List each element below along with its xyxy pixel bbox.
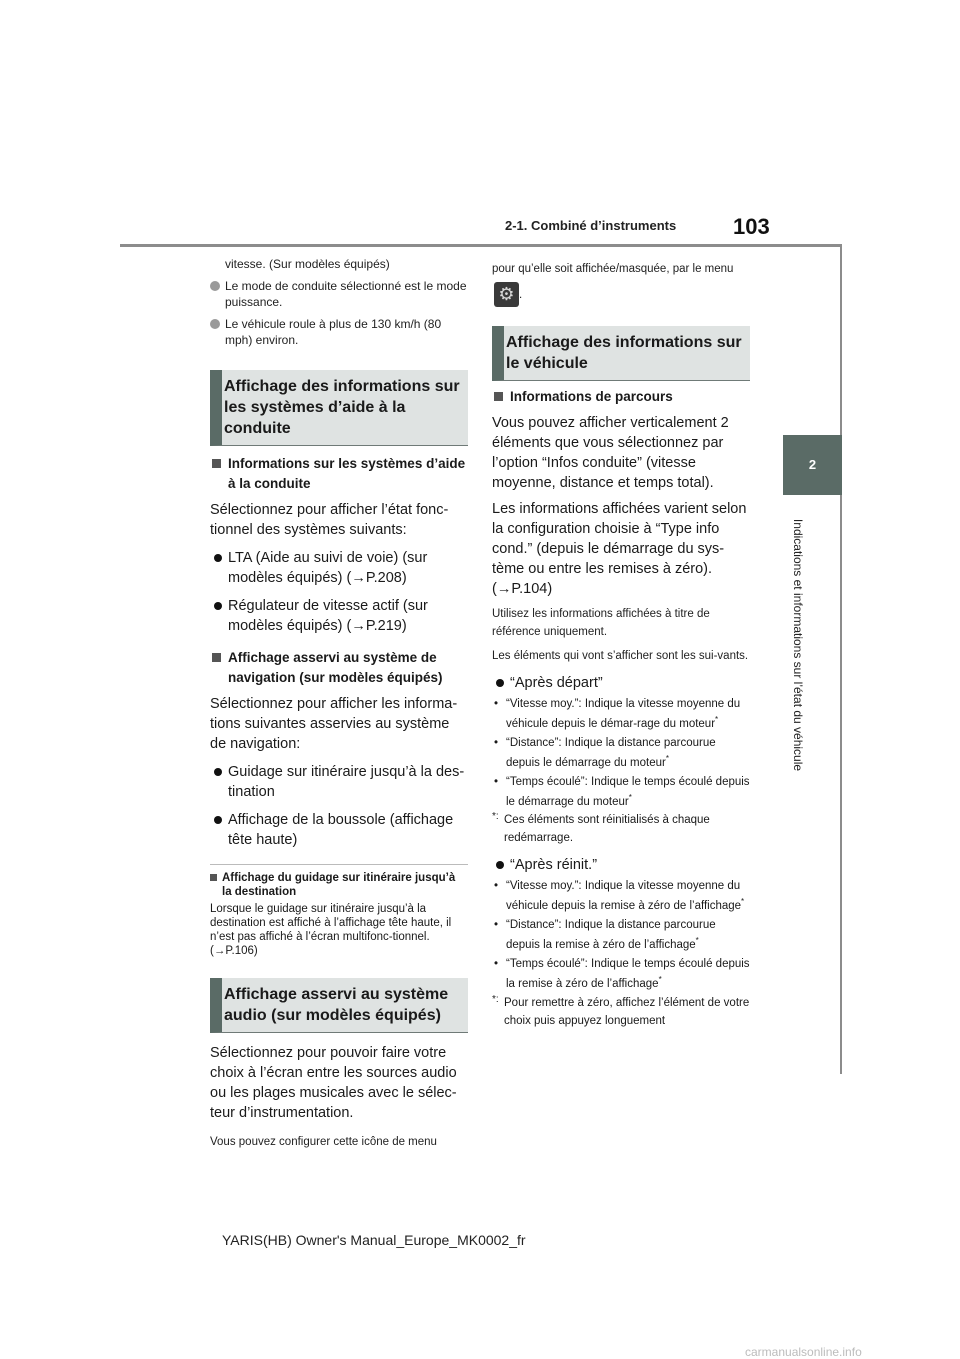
section-heading-vehicle-info: Affichage des informations sur le véhicule	[492, 326, 750, 381]
note-title: Affichage du guidage sur itinéraire jusqu’à la destination	[210, 871, 468, 899]
intro-bullet: Le véhicule roule à plus de 130 km/h (80 mph) environ.	[210, 316, 468, 348]
small-text: Vous pouvez configurer cette icône de menu	[210, 1136, 437, 1148]
list-item: Guidage sur itinéraire jusqu’à la des-tination	[210, 762, 468, 802]
page-number: 103	[733, 214, 770, 239]
side-rule	[840, 244, 842, 1074]
subheading-trip-info: Informations de parcours	[492, 387, 750, 407]
body-text: Sélectionnez pour afficher l’état fonc-tionnel des systèmes suivants:	[210, 502, 449, 538]
right-column	[492, 250, 750, 1030]
left-column	[210, 250, 468, 1151]
group-title: “Après départ”	[492, 673, 750, 693]
list-item: Affichage de la boussole (affichage tête haute)	[210, 810, 468, 850]
footer-manual-id: YARIS(HB) Owner's Manual_Europe_MK0002_fr	[222, 1232, 526, 1248]
list-item: • “Temps écoulé”: Indique le temps écoulé depuis la remise à zéro de l’affichage*	[492, 957, 750, 992]
chapter-title-vertical: Indications et informations sur l’état du véhicule	[791, 518, 805, 772]
list-item: • “Distance”: Indique la distance parcourue depuis la remise à zéro de l’affichage*	[492, 918, 750, 953]
continuation-text: pour qu’elle soit affichée/masquée, par le menu ⚙.	[492, 256, 750, 308]
list-item: • “Vitesse moy.”: Indique la vitesse moyenne du véhicule depuis le démar-rage du moteur*	[492, 697, 750, 732]
note-body: Lorsque le guidage sur itinéraire jusqu’à la destination est affiché à l’affichage tête haute, il n’est pas affiché à l’écran multifonc-tionnel. (→P.106)	[210, 903, 452, 957]
list-item: LTA (Aide au suivi de voie) (sur modèles équipés) (→P.208)	[210, 548, 468, 588]
note-block	[210, 864, 468, 958]
footnote: *: Pour remettre à zéro, affichez l’élément de votre choix puis appuyez longuement	[492, 993, 750, 1027]
body-text: Sélectionnez pour afficher les informa-tions suivantes asservies au système de navigation:	[210, 696, 458, 752]
watermark: carmanualsonline.info	[745, 1345, 862, 1359]
gear-icon	[494, 282, 519, 307]
section-heading-audio: Affichage asservi au système audio (sur modèles équipés)	[210, 978, 468, 1033]
header-rule	[120, 244, 842, 247]
list-item: • “Distance”: Indique la distance parcourue depuis le démarrage du moteur*	[492, 736, 750, 771]
small-text: Utilisez les informations affichées à titre de référence uniquement.	[492, 608, 710, 638]
intro-bullet: Le mode de conduite sélectionné est le mode puissance.	[210, 278, 468, 310]
list-item: Régulateur de vitesse actif (sur modèles équipés) (→P.219)	[210, 596, 468, 636]
body-text: Sélectionnez pour pouvoir faire votre choix à l’écran entre les sources audio ou les plages musicales avec le sélec-teur d’instrumentation.	[210, 1045, 457, 1121]
list-item: • “Temps écoulé”: Indique le temps écoulé depuis le démarrage du moteur*	[492, 775, 750, 810]
section-header: 2-1. Combiné d’instruments	[505, 218, 677, 233]
subheading-aid-info: Informations sur les systèmes d’aide à la conduite	[210, 454, 468, 494]
subheading-navigation: Affichage asservi au système de navigation (sur modèles équipés)	[210, 648, 468, 688]
body-text: Vous pouvez afficher verticalement 2 éléments que vous sélectionnez par l’option “Infos conduite” (vitesse moyenne, distance et temps total).	[492, 415, 729, 491]
intro-continuation: vitesse. (Sur modèles équipés)	[225, 257, 390, 271]
chapter-tab: 2	[783, 435, 842, 495]
footnote: *: Ces éléments sont réinitialisés à chaque redémarrage.	[492, 811, 710, 845]
small-text: Les éléments qui vont s’afficher sont les sui-vants.	[492, 650, 749, 662]
section-heading-driving-aid: Affichage des informations sur les systèmes d’aide à la conduite	[210, 370, 468, 446]
body-text: Les informations affichées varient selon la configuration choisie à “Type info cond.” (depuis le démarrage du sys-tème ou entre les remises à zéro). (→P.104)	[492, 501, 747, 597]
group-title: “Après réinit.”	[492, 855, 750, 875]
list-item: • “Vitesse moy.”: Indique la vitesse moyenne du véhicule depuis la remise à zéro de l’affichage*	[492, 879, 750, 914]
